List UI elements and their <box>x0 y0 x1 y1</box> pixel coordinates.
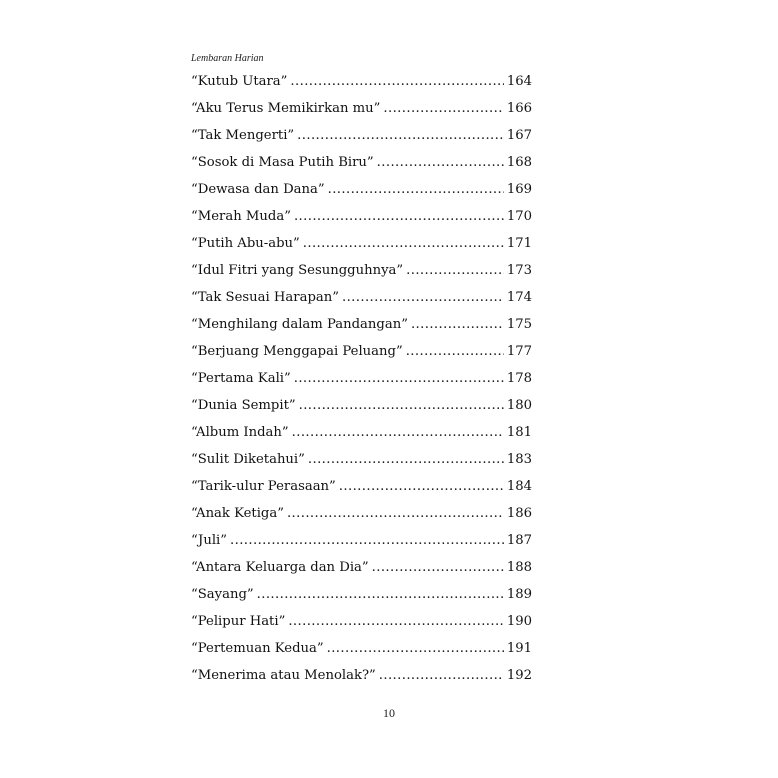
toc-entry <box>191 446 532 473</box>
toc-entry-title: “Album Indah” <box>191 425 289 440</box>
toc-entry <box>191 203 532 230</box>
toc-entry-title: “Dunia Sempit” <box>191 398 296 413</box>
toc-entry <box>191 527 532 554</box>
dot-leader <box>411 311 504 338</box>
toc-entry-page: 174 <box>506 290 532 305</box>
toc-entry <box>191 419 532 446</box>
dot-leader <box>308 446 504 473</box>
toc-entry <box>191 392 532 419</box>
dot-leader <box>294 203 504 230</box>
toc-entry <box>191 68 532 95</box>
toc-entry-page: 164 <box>506 74 532 89</box>
dot-leader <box>303 230 504 257</box>
toc-entry-page: 191 <box>506 641 532 656</box>
page-number: 10 <box>383 706 395 720</box>
toc-entry-page: 168 <box>506 155 532 170</box>
dot-leader <box>406 257 504 284</box>
toc-entry-title: “Pertama Kali” <box>191 371 291 386</box>
dot-leader <box>297 122 504 149</box>
toc-entry-title: “Merah Muda” <box>191 209 291 224</box>
toc-entry-title: “Dewasa dan Dana” <box>191 182 325 197</box>
table-of-contents <box>191 68 532 689</box>
dot-leader <box>383 95 503 122</box>
toc-entry-page: 183 <box>506 452 532 467</box>
toc-entry-title: “Tarik-ulur Perasaan” <box>191 479 336 494</box>
toc-entry <box>191 338 532 365</box>
toc-entry <box>191 581 532 608</box>
toc-entry <box>191 122 532 149</box>
toc-entry-title: “Tak Mengerti” <box>191 128 295 143</box>
dot-leader <box>230 527 504 554</box>
toc-entry-page: 190 <box>506 614 532 629</box>
dot-leader <box>294 365 504 392</box>
dot-leader <box>328 176 504 203</box>
toc-entry <box>191 635 532 662</box>
toc-entry-title: “Tak Sesuai Harapan” <box>191 290 339 305</box>
toc-entry-page: 169 <box>506 182 532 197</box>
toc-entry-page: 187 <box>506 533 532 548</box>
toc-entry-page: 184 <box>506 479 532 494</box>
toc-entry-page: 171 <box>506 236 532 251</box>
toc-entry-title: “Sayang” <box>191 587 254 602</box>
toc-entry <box>191 554 532 581</box>
toc-entry-page: 166 <box>506 101 532 116</box>
toc-entry <box>191 230 532 257</box>
dot-leader <box>327 635 504 662</box>
toc-entry-page: 186 <box>506 506 532 521</box>
toc-entry <box>191 500 532 527</box>
toc-entry-page: 178 <box>506 371 532 386</box>
toc-entry-page: 170 <box>506 209 532 224</box>
toc-entry-title: “Pertemuan Kedua” <box>191 641 324 656</box>
toc-entry-title: “Antara Keluarga dan Dia” <box>191 560 369 575</box>
toc-entry <box>191 662 532 689</box>
toc-entry-title: “Berjuang Menggapai Peluang” <box>191 344 403 359</box>
running-header: Lembaran Harian <box>191 53 264 64</box>
toc-entry-title: “Juli” <box>191 533 228 548</box>
toc-entry-title: “Pelipur Hati” <box>191 614 286 629</box>
toc-entry-page: 188 <box>506 560 532 575</box>
toc-entry <box>191 257 532 284</box>
toc-entry-title: “Idul Fitri yang Sesungguhnya” <box>191 263 404 278</box>
dot-leader <box>377 149 504 176</box>
toc-entry-page: 192 <box>506 668 532 683</box>
toc-entry-title: “Putih Abu-abu” <box>191 236 300 251</box>
toc-entry-page: 177 <box>506 344 532 359</box>
toc-entry-title: “Menerima atau Menolak?” <box>191 668 376 683</box>
toc-entry <box>191 365 532 392</box>
toc-entry-title: “Kutub Utara” <box>191 74 288 89</box>
toc-entry-title: “Aku Terus Memikirkan mu” <box>191 101 381 116</box>
toc-entry-title: “Menghilang dalam Pandangan” <box>191 317 408 332</box>
dot-leader <box>292 419 504 446</box>
dot-leader <box>288 608 504 635</box>
dot-leader <box>287 500 504 527</box>
dot-leader <box>372 554 504 581</box>
toc-entry-page: 175 <box>506 317 532 332</box>
dot-leader <box>379 662 504 689</box>
toc-entry-page: 180 <box>506 398 532 413</box>
toc-entry <box>191 473 532 500</box>
dot-leader <box>342 284 504 311</box>
dot-leader <box>290 68 503 95</box>
toc-entry <box>191 176 532 203</box>
dot-leader <box>299 392 504 419</box>
toc-entry-title: “Sosok di Masa Putih Biru” <box>191 155 374 170</box>
dot-leader <box>257 581 504 608</box>
toc-entry <box>191 311 532 338</box>
toc-entry-page: 167 <box>506 128 532 143</box>
toc-entry <box>191 149 532 176</box>
toc-entry-page: 189 <box>506 587 532 602</box>
toc-entry-title: “Anak Ketiga” <box>191 506 284 521</box>
toc-entry <box>191 284 532 311</box>
dot-leader <box>339 473 504 500</box>
toc-entry-page: 181 <box>506 425 532 440</box>
toc-entry-title: “Sulit Diketahui” <box>191 452 305 467</box>
toc-entry <box>191 608 532 635</box>
toc-entry <box>191 95 532 122</box>
dot-leader <box>406 338 504 365</box>
toc-entry-page: 173 <box>506 263 532 278</box>
